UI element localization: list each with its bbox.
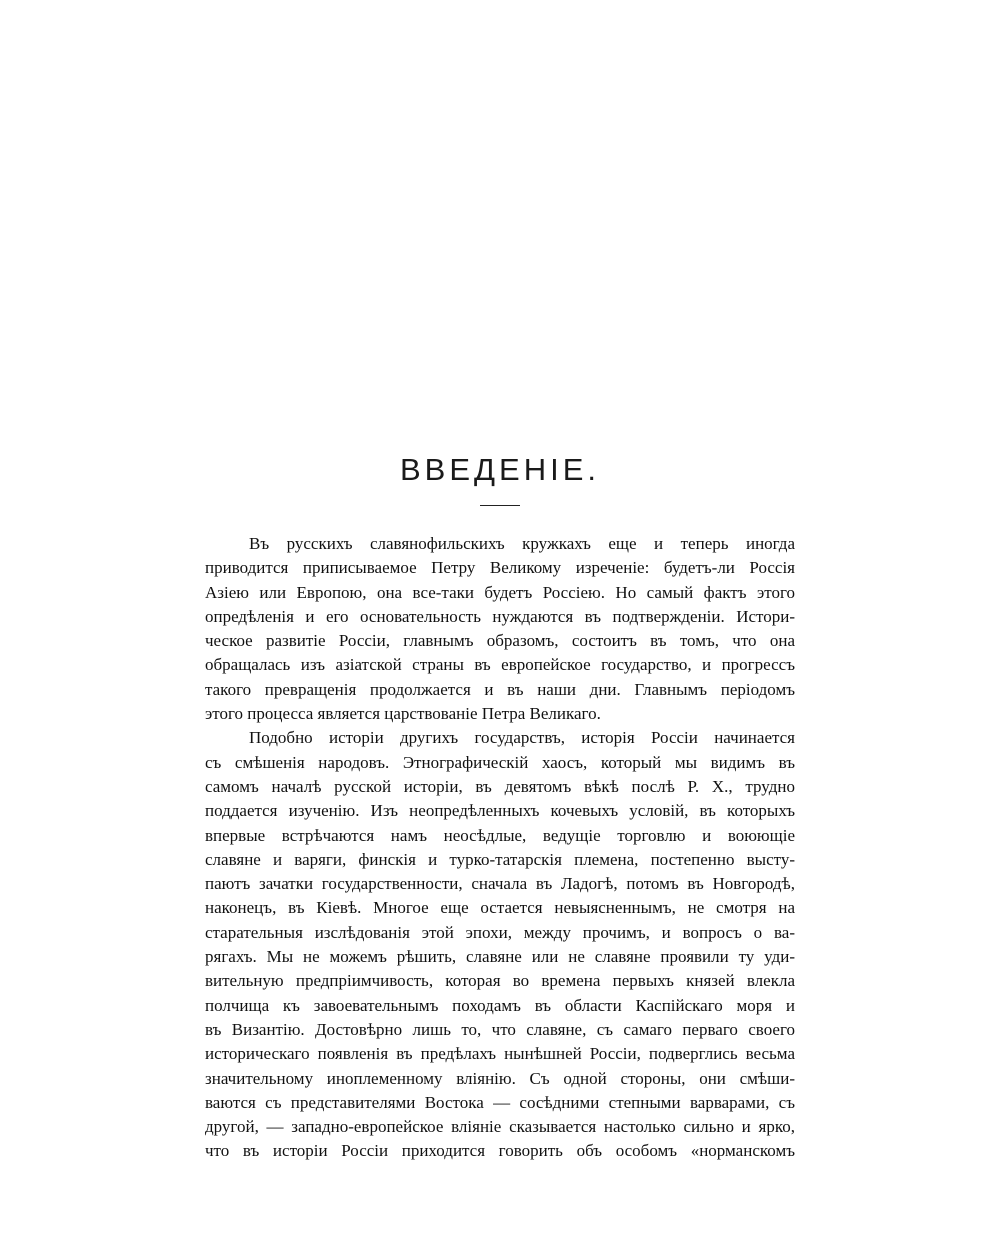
body-text (205, 532, 795, 1164)
text-line: другой, — западно-европейское вліяніе сказывается настолько сильно и ярко, (205, 1117, 795, 1137)
text-line: приводится приписываемое Петру Великому изреченіе: будетъ-ли Россія (205, 558, 795, 578)
text-line: славяне и варяги, финскія и турко-татарскія племена, постепенно высту- (205, 849, 795, 869)
text-line: полчища къ завоевательнымъ походамъ въ области Каспійскаго моря и (205, 995, 795, 1015)
chapter-title: ВВЕДЕНІЕ. (400, 452, 600, 487)
text-line: обращалась изъ азіатской страны въ европейское государство, и прогрессъ (205, 655, 795, 675)
text-line: этого процесса является царствованіе Петра Великаго. (205, 704, 601, 724)
text-line: такого превращенія продолжается и въ наши дни. Главнымъ періодомъ (205, 679, 795, 699)
paragraph-2 (205, 726, 795, 1163)
text-line: самомъ началѣ русской исторіи, въ девятомъ вѣкѣ послѣ Р. Х., трудно (205, 776, 795, 796)
text-line: впервые встрѣчаются намъ неосѣдлые, ведущіе торговлю и воюющіе (205, 825, 795, 845)
text-line: Азіею или Европою, она все-таки будетъ Россіею. Но самый фактъ этого (205, 582, 795, 602)
text-line: Подобно исторіи другихъ государствъ, исторія Россіи начинается (249, 728, 795, 748)
text-line: рягахъ. Мы не можемъ рѣшить, славяне или не славяне проявили ту уди- (205, 947, 795, 967)
text-line: въ Византію. Достовѣрно лишь то, что славяне, съ самаго перваго своего (205, 1019, 795, 1039)
text-line: значительному иноплеменному вліянію. Съ одной стороны, они смѣши- (205, 1068, 795, 1088)
text-line: ваются съ представителями Востока — сосѣдними степными варварами, съ (205, 1092, 795, 1112)
text-line: ческое развитіе Россіи, главнымъ образомъ, состоитъ въ томъ, что она (205, 631, 795, 651)
text-line: что въ исторіи Россіи приходится говорить объ особомъ «норманскомъ (205, 1141, 795, 1161)
text-line: историческаго появленія въ предѣлахъ нынѣшней Россіи, подверглись весьма (205, 1044, 795, 1064)
text-line: Въ русскихъ славянофильскихъ кружкахъ еще и теперь иногда (249, 534, 795, 553)
text-line: съ смѣшенія народовъ. Этнографическій хаосъ, который мы видимъ въ (205, 752, 795, 772)
text-line: старательныя изслѣдованія этой эпохи, между прочимъ, и вопросъ о ва- (205, 922, 795, 942)
text-line: наконецъ, въ Кіевѣ. Многое еще остается невыясненнымъ, не смотря на (205, 898, 795, 918)
text-line: паютъ зачатки государственности, сначала въ Ладогѣ, потомъ въ Новгородѣ, (205, 874, 795, 894)
text-line: вительную предпріимчивость, которая во времена первыхъ князей влекла (205, 971, 795, 991)
text-line: поддается изученію. Изъ неопредѣленныхъ кочевыхъ условій, въ которыхъ (205, 801, 795, 821)
text-line: опредѣленія и его основательность нуждаются въ подтвержденіи. Истори- (205, 606, 795, 626)
paragraph-1 (205, 532, 795, 726)
title-rule (480, 505, 520, 506)
